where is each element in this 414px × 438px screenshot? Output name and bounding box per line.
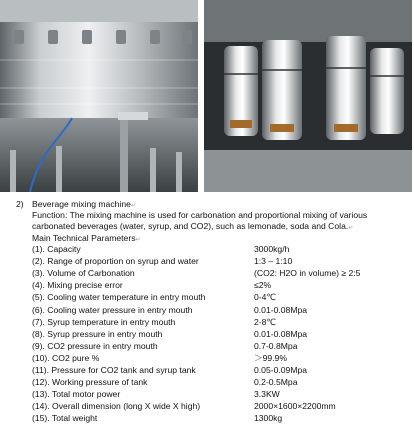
spec-value: 1300kg bbox=[254, 413, 283, 424]
spec-row bbox=[32, 413, 412, 424]
spec-row bbox=[32, 353, 412, 364]
spec-value: ≤2% bbox=[254, 280, 272, 291]
spec-value: 0.05-0.09Mpa bbox=[254, 365, 308, 375]
document-text bbox=[0, 196, 414, 438]
spec-label: (7). Syrup temperature in entry mouth bbox=[32, 316, 176, 327]
spec-label: (9). CO2 pressure in entry mouth bbox=[32, 340, 158, 351]
spec-row bbox=[32, 329, 412, 340]
spec-row bbox=[32, 256, 412, 267]
spec-row bbox=[32, 305, 412, 316]
spec-value: 0.2-0.5Mpa bbox=[254, 377, 298, 388]
spec-value: 0.01-0.08Mpa bbox=[254, 304, 308, 315]
spec-value: 3000kg/h bbox=[254, 244, 290, 254]
mixing-machine-photo bbox=[0, 0, 198, 192]
spec-label: (5). Cooling water temperature in entry mouth bbox=[32, 292, 206, 303]
parameters-title-text: Main Technical Parameters bbox=[32, 233, 136, 243]
spec-row bbox=[32, 401, 412, 412]
spec-row bbox=[32, 389, 412, 400]
spec-label: (15). Total weight bbox=[32, 413, 98, 424]
spec-value: ＞99.9% bbox=[254, 352, 287, 363]
spec-value: 2-8℃ bbox=[254, 316, 277, 327]
spec-value: 2000×1600×2200mm bbox=[254, 401, 336, 412]
spec-row bbox=[32, 244, 412, 255]
image-marker: . bbox=[404, 187, 406, 193]
spec-row bbox=[32, 365, 412, 376]
spec-row bbox=[32, 317, 412, 328]
section-title: Beverage mixing machine bbox=[32, 199, 131, 209]
spec-row bbox=[32, 280, 412, 291]
spec-row bbox=[32, 377, 412, 388]
spec-label: (10). CO2 pure % bbox=[32, 352, 100, 363]
spec-label: (14). Overall dimension (long X wide X high) bbox=[32, 401, 201, 412]
spec-row bbox=[32, 268, 412, 279]
photo-strip bbox=[0, 0, 414, 196]
spec-value: 0.01-0.08Mpa bbox=[254, 328, 308, 339]
filling-valves-photo bbox=[204, 0, 412, 192]
spec-value: 0.7-0.8Mpa bbox=[254, 340, 298, 351]
spec-label: (13). Total motor power bbox=[32, 389, 121, 400]
function-description: Function: The mixing machine is used for carbonation and proportional mixing of various carbonated beverages (water, syrup, and CO2), such as lemonade, soda and Cola.↵ bbox=[32, 210, 368, 232]
section-number: 2) bbox=[16, 199, 24, 209]
spec-label: (8). Syrup pressure in entry mouth bbox=[32, 328, 163, 339]
spec-label: (12). Working pressure of tank bbox=[32, 377, 148, 388]
function-text: Function: The mixing machine is used for carbonation and proportional mixing of various carbonated beverages (water, syrup, and CO2), such as lemonade, soda and Cola. bbox=[32, 210, 368, 232]
spec-label: (2). Range of proportion on syrup and water bbox=[32, 256, 199, 267]
spec-value: 0-4℃ bbox=[254, 292, 277, 303]
spec-label: (1). Capacity bbox=[32, 244, 81, 254]
parameters-title: Main Technical Parameters↵ bbox=[32, 233, 141, 243]
spec-label: (3). Volume of Carbonation bbox=[32, 268, 135, 279]
spec-value: 1:3 – 1:10 bbox=[254, 256, 293, 267]
spec-row bbox=[32, 341, 412, 352]
spec-label: (6). Cooling water pressure in entry mouth bbox=[32, 304, 193, 315]
image-marker: . bbox=[197, 187, 199, 193]
spec-row bbox=[32, 292, 412, 303]
spec-value: 3.3KW bbox=[254, 389, 280, 400]
spec-value: (CO2: H2O in volume) ≥ 2:5 bbox=[254, 268, 361, 279]
section-heading: 2) Beverage mixing machine↵ bbox=[16, 199, 136, 209]
spec-label: (4). Mixing precise error bbox=[32, 280, 123, 291]
spec-label: (11). Pressure for CO2 tank and syrup tank bbox=[32, 365, 196, 375]
